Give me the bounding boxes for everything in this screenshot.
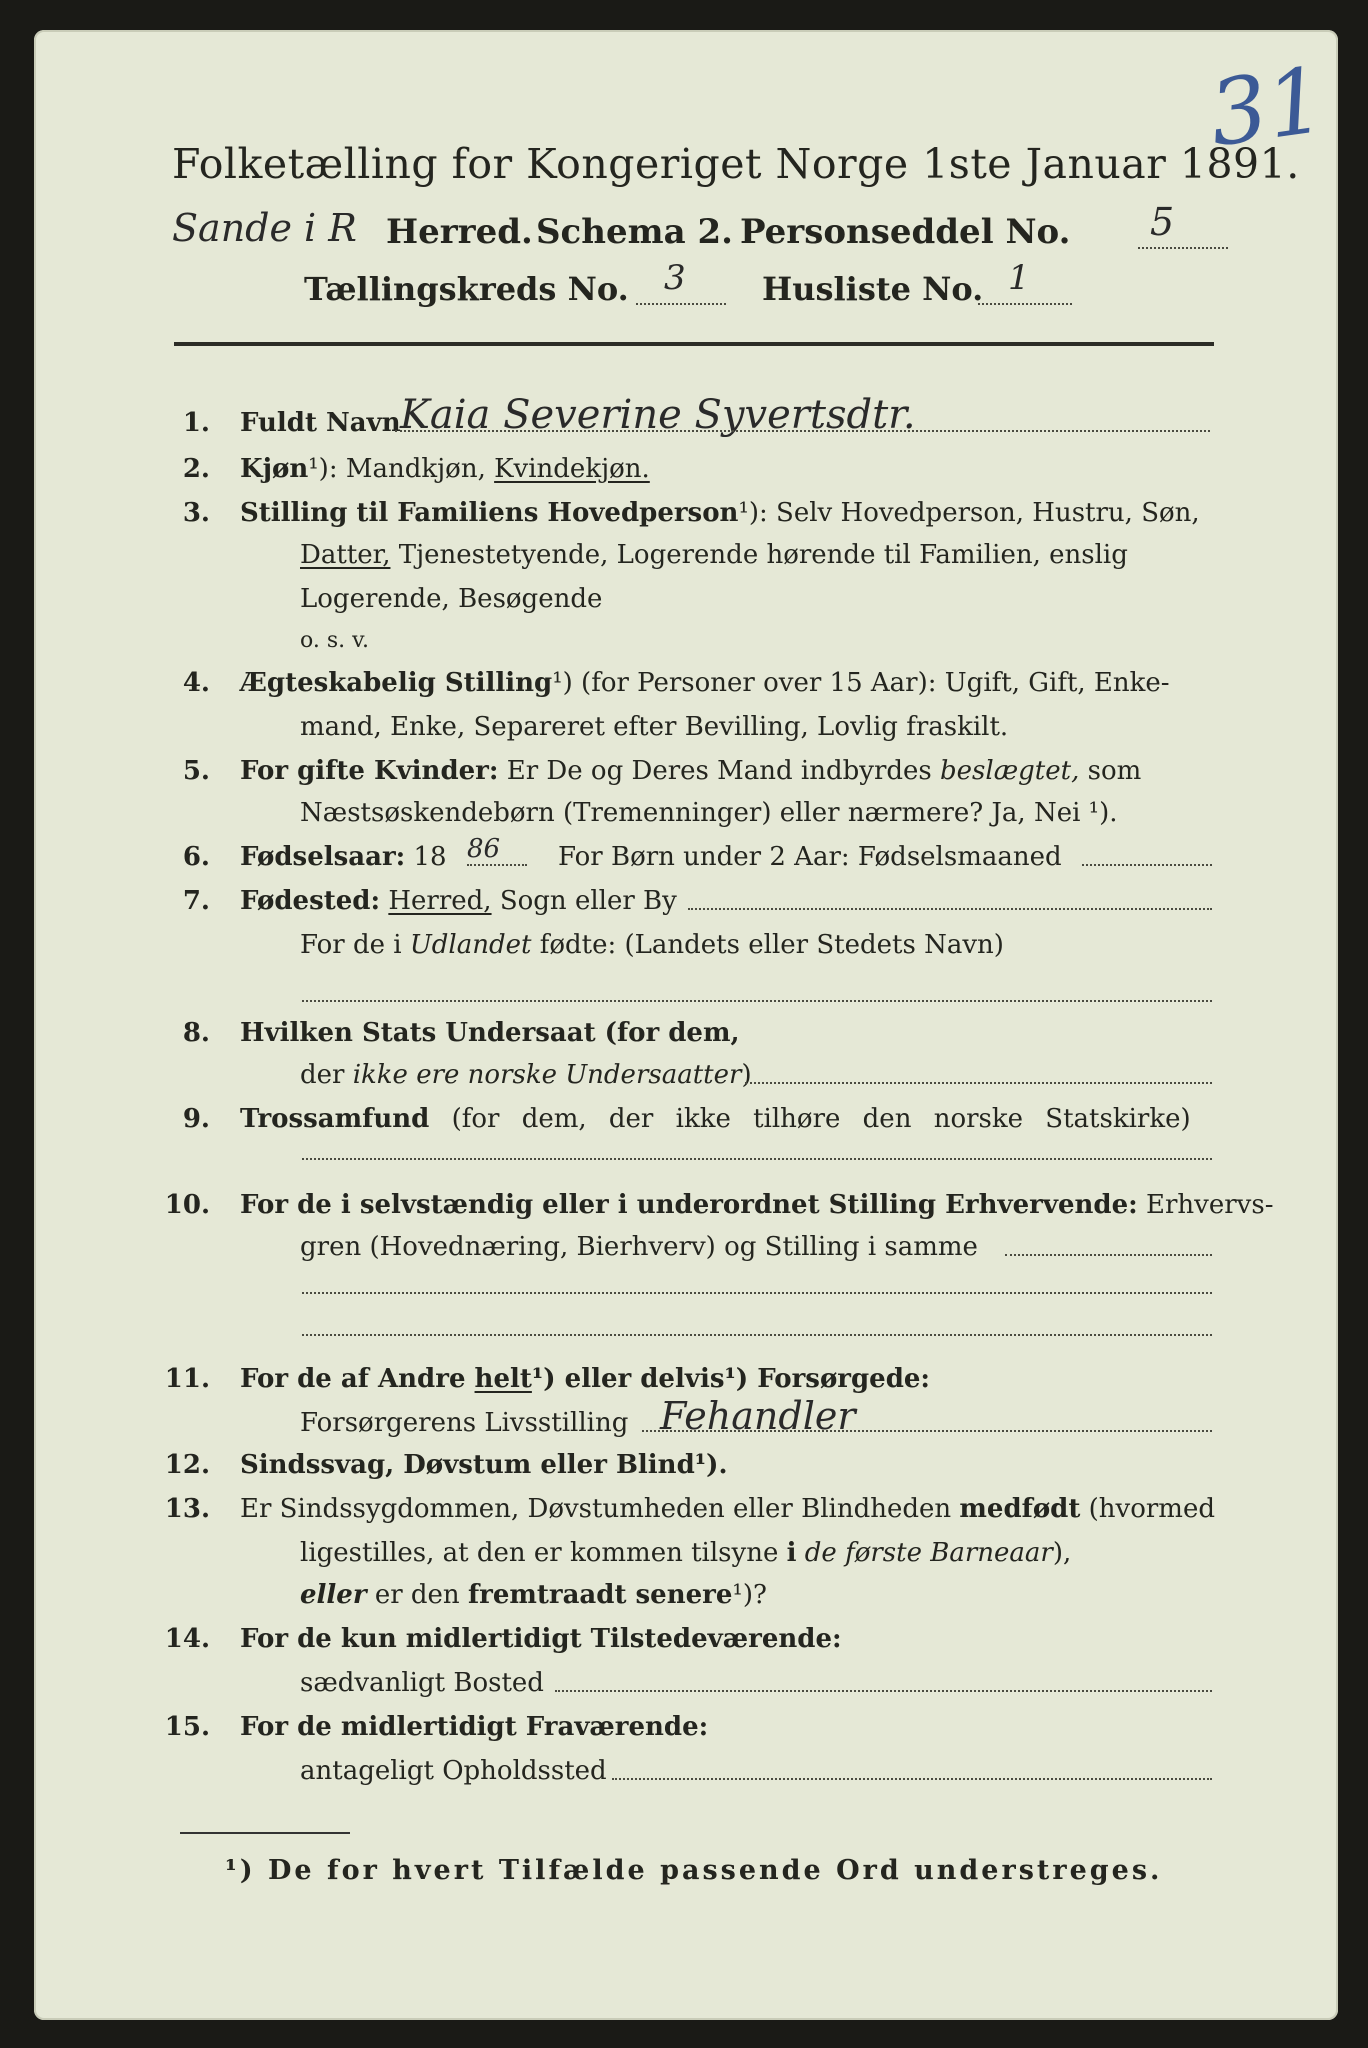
q10-dotline2 [302,1292,1212,1294]
husliste-answer: 1 [1008,258,1030,298]
q6-prefix: 18 [413,842,447,872]
q8-text2b: ikke ere norske Undersaatter [352,1060,742,1090]
q4-number: 4. [182,668,210,698]
q9-text: (for dem, der ikke tilhøre den norske Statskirke) [451,1104,1191,1134]
q5-text1c: som [1087,756,1142,786]
kreds-label: Tællingskreds No. [304,270,629,308]
q6-number: 6. [182,842,210,872]
q12-label: Sindssvag, Døvstum eller Blind [240,1450,695,1480]
q9-number: 9. [182,1104,210,1134]
q13-text2d: ), [1052,1538,1072,1568]
q13-text2b: i [786,1538,797,1568]
q13-text3b: er den [374,1580,460,1610]
q12-sup: ¹). [694,1450,728,1480]
q13-text3a: eller [300,1580,367,1610]
q7-line2 [300,930,1004,960]
q8-dotline [745,1082,1212,1084]
q6-text: For Børn under 2 Aar: Fødselsmaaned [558,842,1062,872]
q14-number: 14. [164,1624,210,1654]
q1-number: 1. [182,408,210,438]
q10-text: Erhvervs- [1146,1190,1274,1220]
q5-line1 [240,756,1141,786]
q7-dotline2 [302,1000,1212,1002]
q3-text2: Tjenestetyende, Logerende hørende til Familien, enslig [398,540,1128,570]
q6-year-answer: 86 [467,834,501,864]
q14-dotline [555,1690,1212,1692]
q7-label: Fødested: [240,886,381,916]
q8-text2a: der [300,1060,345,1090]
kreds-dotline [636,303,726,305]
q11-answer: Fehandler [660,1394,856,1438]
q7-text2b: Udlandet [409,930,532,960]
q4-line2: mand, Enke, Separeret efter Bevilling, Lovlig fraskilt. [300,712,1009,742]
q4-sup: ¹) [552,668,573,698]
q2-label: Kjøn [240,454,309,484]
q10-number: 10. [164,1190,210,1220]
header-rule [174,342,1214,346]
q6-dotline [1082,864,1212,866]
q10-label: For de i selvstændig eller i underordnet Stilling Erhvervende: [240,1190,1138,1220]
q4-label: Ægteskabelig Stilling [240,668,553,698]
q11-line1 [240,1364,930,1394]
husliste-label: Husliste No. [762,270,984,308]
q11-number: 11. [164,1364,210,1394]
q11-sup: ¹) [531,1364,556,1394]
footnote-rule [180,1832,350,1834]
q15-line2: antageligt Opholdssted [300,1756,607,1786]
q13-text1b: medfødt [959,1494,1081,1524]
q12-row [240,1450,728,1480]
schema-label: Schema 2. [536,212,733,252]
form-title: Folketælling for Kongeriget Norge 1ste Januar 1891. [172,140,1300,188]
q13-text1c: (hvormed [1088,1494,1215,1524]
q7-text2c: fødte: (Landets eller Stedets Navn) [539,930,1004,960]
q3-text1: Selv Hovedperson, Hustru, Søn, [776,498,1200,528]
q8-label: Hvilken Stats Undersaat (for dem, [240,1018,740,1048]
q6-year-dotline [467,864,527,866]
q13-line3 [300,1580,767,1610]
q1-answer: Kaia Severine Syvertsdtr. [400,392,916,438]
q11-option-helt: helt [474,1364,532,1394]
q14-line2: sædvanligt Bosted [300,1668,544,1698]
q14-label: For de kun midlertidigt Tilstedeværende: [240,1624,842,1654]
q9-label: Trossamfund [240,1104,430,1134]
page-number: 31 [1203,47,1332,168]
q12-number: 12. [164,1450,210,1480]
q10-dotline3 [302,1334,1212,1336]
q5-text1b: beslægtet, [940,756,1080,786]
q7-text: Sogn eller By [499,886,677,916]
q13-text3c: fremtraadt senere [467,1580,733,1610]
q6-label: Fødselsaar: [240,842,406,872]
q5-text1a: Er De og Deres Mand indbyrdes [506,756,932,786]
q3-option-datter: Datter, [300,540,391,570]
q7-line1 [240,886,677,916]
q3-line3: Logerende, Besøgende [300,584,603,614]
q8-text2c: ) [741,1060,752,1090]
q10-line2: gren (Hovednæring, Bierhverv) og Stilling i samme [300,1232,978,1262]
footnote: ¹) De for hvert Tilfælde passende Ord understreges. [225,1855,1163,1886]
kreds-answer: 3 [664,258,686,298]
q8-number: 8. [182,1018,210,1048]
q15-number: 15. [164,1712,210,1742]
q2-option-male: Mandkjøn, [345,454,486,484]
q11-mid: eller delvis [564,1364,725,1394]
q3-sup: ¹): [738,498,768,528]
q1-label: Fuldt Navn [240,408,401,438]
q13-text2c: de første Barneaar [804,1538,1053,1568]
q15-label: For de midlertidigt Fraværende: [240,1712,709,1742]
q5-number: 5. [182,756,210,786]
q5-line2: Næstsøskendebørn (Tremenninger) eller nærmere? Ja, Nei ¹). [300,798,1118,828]
q13-line2 [300,1538,1071,1568]
q3-line4: o. s. v. [300,628,369,653]
q11-line2: Forsørgerens Livsstilling [300,1408,629,1438]
q4-line1 [240,668,1170,698]
q7-dotline [688,908,1212,910]
q8-line2 [300,1060,752,1090]
q9-row [240,1104,1191,1134]
q2-number: 2. [182,454,210,484]
herred-answer: Sande i R [172,206,357,250]
personseddel-dotline [1138,247,1228,249]
q11-label: For de af Andre [240,1364,466,1394]
q2-sup: ¹): [308,454,338,484]
q3-label: Stilling til Familiens Hovedperson [240,498,739,528]
q13-line1 [240,1494,1215,1524]
personseddel-label: Personseddel No. [740,212,1071,252]
q10-line1 [240,1190,1273,1220]
q3-line2 [300,540,1128,570]
q7-option-herred: Herred, [388,886,492,916]
q11-dotline [642,1430,1212,1432]
q3-line1 [240,498,1200,528]
q6-row [240,842,447,872]
q9-dotline [302,1158,1212,1160]
q2-option-female: Kvindekjøn. [494,454,650,484]
husliste-dotline [978,303,1072,305]
q7-number: 7. [182,886,210,916]
q11-sup2: ¹) [724,1364,749,1394]
q13-number: 13. [164,1494,210,1524]
herred-label: Herred. [386,212,533,252]
q2-row [240,454,650,484]
q11-end: Forsørgede: [757,1364,931,1394]
q15-dotline [612,1778,1212,1780]
q4-text1: (for Personer over 15 Aar): Ugift, Gift, Enke- [581,668,1170,698]
q5-label: For gifte Kvinder: [240,756,499,786]
q10-dotline [1005,1254,1212,1256]
q13-text3d: ¹)? [732,1580,767,1610]
q13-text1a: Er Sindssygdommen, Døvstumheden eller Blindheden [240,1494,952,1524]
q7-text2a: For de i [300,930,402,960]
q13-text2a: ligestilles, at den er kommen tilsyne [300,1538,779,1568]
q3-number: 3. [182,498,210,528]
personseddel-answer: 5 [1150,200,1175,244]
q1-dotline [395,430,1210,432]
